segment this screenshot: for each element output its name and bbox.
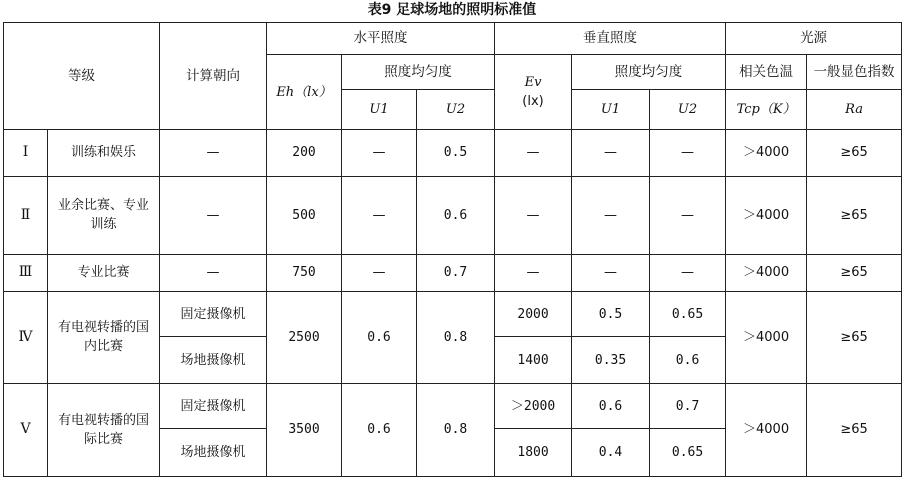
h-u2-cell: 0.8 [417,291,495,383]
header-h-u2: U2 [417,89,495,129]
v-u1-cell: — [572,176,650,254]
v-u1-cell: 0.5 [572,291,650,337]
table-row [4,130,902,177]
header-tcp: Tcp（K） [726,89,807,129]
ra-cell: ≥65 [807,130,902,177]
header-eh: Eh（lx） [267,55,342,130]
ev-cell: 1800 [495,429,572,477]
level-label: Ⅱ [4,176,48,254]
eh-cell: 750 [267,254,342,291]
level-label: Ⅲ [4,254,48,291]
header-direction: 计算朝向 [160,23,267,130]
ra-cell: ≥65 [807,176,902,254]
h-u1-cell: 0.6 [342,383,417,476]
h-u2-cell: 0.5 [417,130,495,177]
h-u1-cell: — [342,254,417,291]
v-u1-cell: — [572,130,650,177]
tcp-cell: ＞4000 [726,291,807,383]
v-u1-cell: 0.4 [572,429,650,477]
ra-cell: ≥65 [807,383,902,476]
h-u2-cell: 0.7 [417,254,495,291]
header-cct: 相关色温 [726,55,807,89]
header-grade: 等级 [4,23,160,130]
header-vertical: 垂直照度 [495,23,726,55]
eh-cell: 2500 [267,291,342,383]
eh-cell: 200 [267,130,342,177]
level-label: Ⅳ [4,291,48,383]
direction-cell: — [160,130,267,177]
direction-cell: 场地摄像机 [160,337,267,384]
v-u1-cell: — [572,254,650,291]
h-u1-cell: — [342,130,417,177]
level-name: 专业比赛 [48,254,160,291]
h-u1-cell: 0.6 [342,291,417,383]
header-h-u1: U1 [342,89,417,129]
v-u2-cell: 0.6 [650,337,726,384]
tcp-cell: ＞4000 [726,130,807,177]
ra-cell: ≥65 [807,291,902,383]
header-ev: Ev [524,75,542,91]
ev-cell: 2000 [495,291,572,337]
level-name: 有电视转播的国内比赛 [48,291,160,383]
v-u1-cell: 0.6 [572,383,650,429]
tcp-cell: ＞4000 [726,383,807,476]
table-title: 表9 足球场地的照明标准值 [367,2,537,18]
table-row [4,176,902,254]
header-v-u1: U1 [572,89,650,129]
h-u2-cell: 0.8 [417,383,495,476]
h-u2-cell: 0.6 [417,176,495,254]
header-horizontal: 水平照度 [267,23,495,55]
v-u2-cell: — [650,254,726,291]
ev-cell: — [495,176,572,254]
level-name: 训练和娱乐 [48,130,160,177]
header-row-1 [4,23,902,55]
ev-cell: 1400 [495,337,572,384]
eh-cell: 3500 [267,383,342,476]
level-name: 有电视转播的国际比赛 [48,383,160,476]
header-cri: 一般显色指数 [807,55,902,89]
eh-cell: 500 [267,176,342,254]
table-row [4,383,902,429]
header-light-source: 光源 [726,23,902,55]
tcp-cell: ＞4000 [726,254,807,291]
table-row [4,254,902,291]
v-u2-cell: — [650,130,726,177]
v-u2-cell: 0.7 [650,383,726,429]
v-u2-cell: 0.65 [650,291,726,337]
ra-cell: ≥65 [807,254,902,291]
ev-cell: ＞2000 [495,383,572,429]
tcp-cell: ＞4000 [726,176,807,254]
header-h-uniformity: 照度均匀度 [342,55,495,89]
header-v-uniformity: 照度均匀度 [572,55,726,89]
v-u2-cell: 0.65 [650,429,726,477]
h-u1-cell: — [342,176,417,254]
header-v-u2: U2 [650,89,726,129]
direction-cell: 固定摄像机 [160,383,267,429]
direction-cell: — [160,254,267,291]
direction-cell: 固定摄像机 [160,291,267,337]
v-u2-cell: — [650,176,726,254]
lighting-standards-table [3,22,902,477]
level-label: Ⅰ [4,130,48,177]
header-ra: Ra [807,89,902,129]
direction-cell: 场地摄像机 [160,429,267,477]
ev-cell: — [495,254,572,291]
table-row [4,291,902,337]
direction-cell: — [160,176,267,254]
level-name: 业余比赛、专业训练 [48,176,160,254]
header-ev-unit: (lx) [522,94,544,110]
level-label: Ⅴ [4,383,48,476]
ev-cell: — [495,130,572,177]
v-u1-cell: 0.35 [572,337,650,384]
header-ev-cell [495,55,572,130]
